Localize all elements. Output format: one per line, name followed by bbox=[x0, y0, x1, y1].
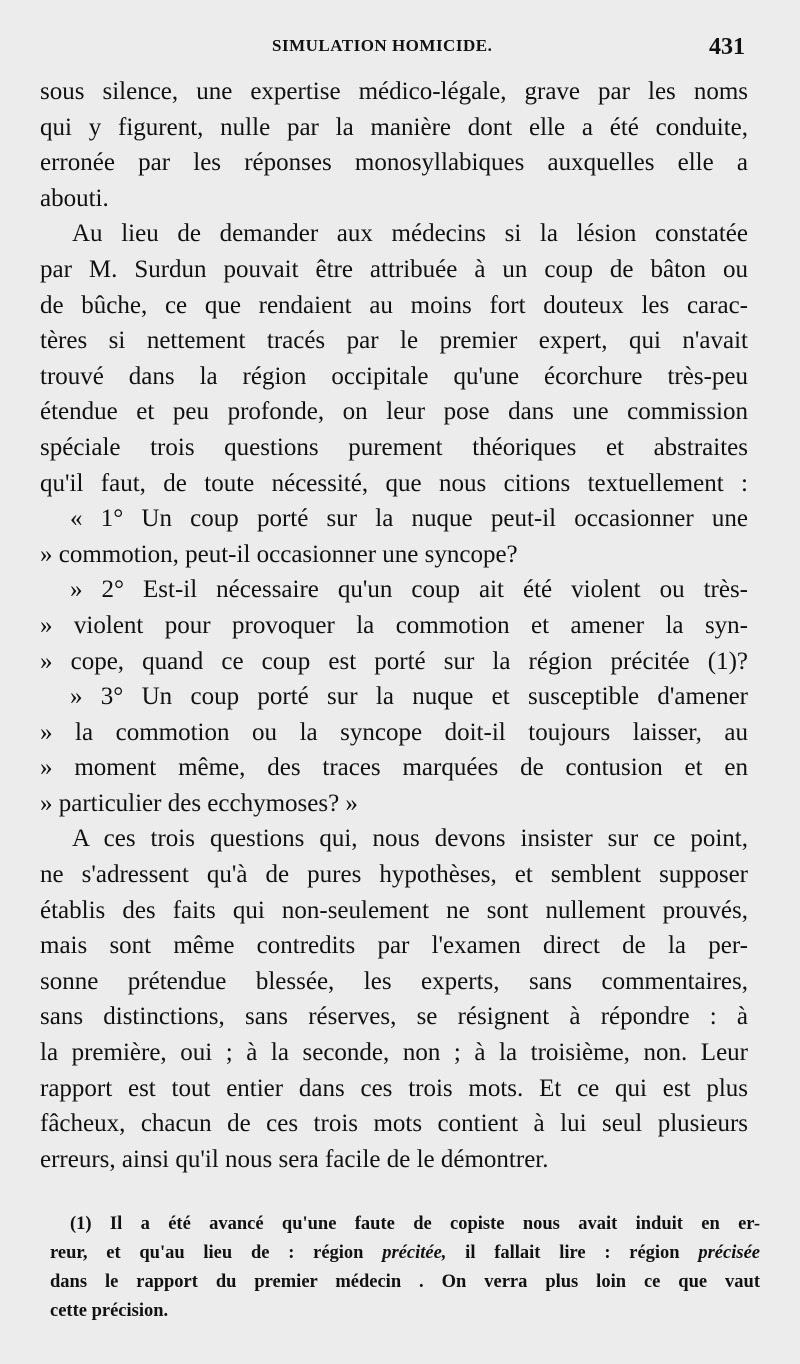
text-line: mais sont même contredits par l'examen direct de la per- bbox=[40, 932, 748, 960]
text-line: sans distinctions, sans réserves, se résignent à répondre : à bbox=[40, 1003, 748, 1031]
text-line: la première, oui ; à la seconde, non ; à la troisième, non. Leur bbox=[40, 1039, 748, 1067]
text-line: étendue et peu profonde, on leur pose dans une commission bbox=[40, 398, 748, 426]
quote-line: » 2° Est-il nécessaire qu'un coup ait été violent ou très- bbox=[70, 576, 748, 604]
quote-line: » violent pour provoquer la commotion et amener la syn- bbox=[40, 611, 748, 639]
text-line: abouti. bbox=[40, 184, 109, 212]
running-title: SIMULATION HOMICIDE. bbox=[272, 36, 493, 55]
quote-line: » 3° Un coup porté sur la nuque et susceptible d'amener bbox=[70, 683, 748, 711]
text-line: ne s'adressent qu'à de pures hypothèses, et semblent supposer bbox=[40, 861, 748, 889]
quote-line: « 1° Un coup porté sur la nuque peut-il occasionner une bbox=[70, 505, 748, 533]
text-line: qu'il faut, de toute nécessité, que nous citions textuellement : bbox=[40, 469, 748, 497]
body-text bbox=[40, 74, 748, 1177]
text-line: rapport est tout entier dans ces trois mots. Et ce qui est plus bbox=[40, 1074, 748, 1102]
text-line: erronée par les réponses monosyllabiques auxquelles elle a bbox=[40, 149, 748, 177]
quote-line: » cope, quand ce coup est porté sur la région précitée (1)? bbox=[40, 647, 748, 675]
text-line: par M. Surdun pouvait être attribuée à un coup de bâton ou bbox=[40, 255, 748, 283]
quote-line: » moment même, des traces marquées de contusion et en bbox=[40, 754, 748, 782]
quote-line: » particulier des ecchymoses? » bbox=[40, 789, 358, 817]
footnote-italic: précisée bbox=[698, 1243, 760, 1263]
footnote bbox=[50, 1210, 760, 1326]
text-line: de bûche, ce que rendaient au moins fort douteux les carac- bbox=[40, 291, 748, 319]
footnote-line bbox=[50, 1239, 760, 1268]
text-line: tères si nettement tracés par le premier expert, qui n'avait bbox=[40, 327, 748, 355]
text-line: spéciale trois questions purement théoriques et abstraites bbox=[40, 433, 748, 461]
text-line: trouvé dans la région occipitale qu'une écorchure très-peu bbox=[40, 362, 748, 390]
text-line: établis des faits qui non-seulement ne sont nullement prouvés, bbox=[40, 896, 748, 924]
footnote-line: (1) Il a été avancé qu'une faute de copiste nous avait induit en er- bbox=[70, 1214, 760, 1234]
text-line: fâcheux, chacun de ces trois mots contient à lui seul plusieurs bbox=[40, 1110, 748, 1138]
text-line: qui y figurent, nulle par la manière dont elle a été conduite, bbox=[40, 113, 748, 141]
footnote-line: dans le rapport du premier médecin . On verra plus loin ce que vaut bbox=[50, 1272, 760, 1292]
running-head bbox=[40, 36, 745, 66]
footnote-text: il fallait lire : région bbox=[446, 1243, 699, 1263]
text-line: A ces trois questions qui, nous devons insister sur ce point, bbox=[72, 825, 748, 853]
text-line: Au lieu de demander aux médecins si la lésion constatée bbox=[72, 220, 748, 248]
text-line: sonne prétendue blessée, les experts, sans commentaires, bbox=[40, 967, 748, 995]
footnote-line: cette précision. bbox=[50, 1301, 169, 1321]
footnote-text: reur, et qu'au lieu de : région bbox=[50, 1243, 383, 1263]
text-line: erreurs, ainsi qu'il nous sera facile de le démontrer. bbox=[40, 1145, 549, 1173]
quote-line: » la commotion ou la syncope doit-il toujours laisser, au bbox=[40, 718, 748, 746]
quote-line: » commotion, peut-il occasionner une syncope? bbox=[40, 540, 518, 568]
footnote-italic: précitée, bbox=[382, 1243, 447, 1263]
text-line: sous silence, une expertise médico-légale, grave par les noms bbox=[40, 78, 748, 105]
page-number: 431 bbox=[709, 34, 745, 60]
